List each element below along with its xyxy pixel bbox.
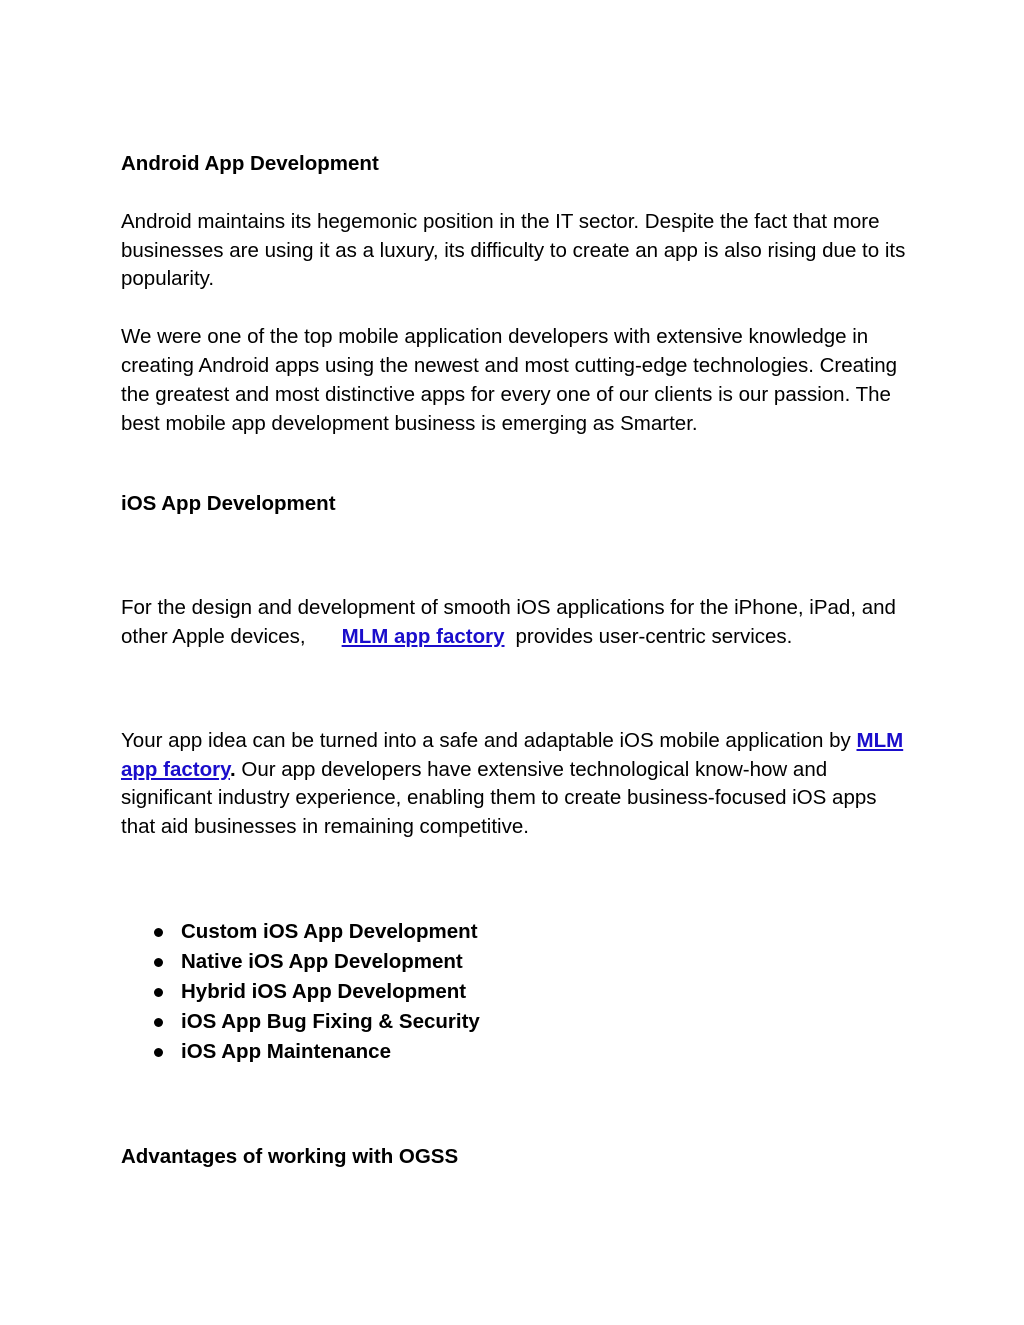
ios-paragraph-2 <box>121 727 911 842</box>
ios-paragraph-2-text-end: Our app developers have extensive technological know-how and significant industry experience, enabling them to create business-focused iOS apps that aid businesses in remaining competitive. <box>121 757 877 839</box>
ios-paragraph-2-text: Your app idea can be turned into a safe and adaptable iOS mobile application by <box>121 728 851 752</box>
list-item <box>154 917 911 947</box>
ios-features-list <box>121 917 911 1067</box>
feature-label: iOS App Maintenance <box>181 1039 391 1063</box>
ios-paragraph-1 <box>121 594 911 652</box>
mlm-app-factory-link-2[interactable]: MLM app factory <box>121 728 904 781</box>
bullet-icon <box>154 1048 163 1057</box>
bullet-icon <box>154 958 163 967</box>
android-paragraph-1: Android maintains its hegemonic position in the IT sector. Despite the fact that more businesses are using it as a luxury, its difficulty to create an app is also rising due to its popularity. <box>121 209 906 291</box>
list-item <box>154 1037 911 1067</box>
ios-paragraph-1-text: For the design and development of smooth iOS applications for the iPhone, iPad, and other Apple devices, <box>121 596 896 648</box>
ios-paragraph-1-text-end: provides user-centric services. <box>515 624 793 648</box>
feature-label: Custom iOS App Development <box>181 919 478 943</box>
feature-label: Native iOS App Development <box>181 949 463 973</box>
list-item <box>154 947 911 977</box>
bullet-icon <box>154 988 163 997</box>
list-item <box>154 977 911 1007</box>
android-paragraph-2: We were one of the top mobile application developers with extensive knowledge in creating Android apps using the newest and most cutting-edge technologies. Creating the greatest and most distinctive apps for every one of our clients is our passion. The best mobile app development business is emerging as Smarter. <box>121 325 898 435</box>
ios-heading: iOS App Development <box>121 492 336 516</box>
advantages-heading: Advantages of working with OGSS <box>121 1144 459 1168</box>
document-page <box>121 150 911 1172</box>
android-heading: Android App Development <box>121 152 379 175</box>
mlm-app-factory-link[interactable]: MLM app factory <box>341 624 505 648</box>
feature-label: Hybrid iOS App Development <box>181 979 467 1003</box>
bullet-icon <box>154 1018 163 1027</box>
feature-label: iOS App Bug Fixing & Security <box>181 1009 480 1033</box>
link-period: . <box>229 757 236 781</box>
list-item <box>154 1007 911 1037</box>
bullet-icon <box>154 928 163 937</box>
